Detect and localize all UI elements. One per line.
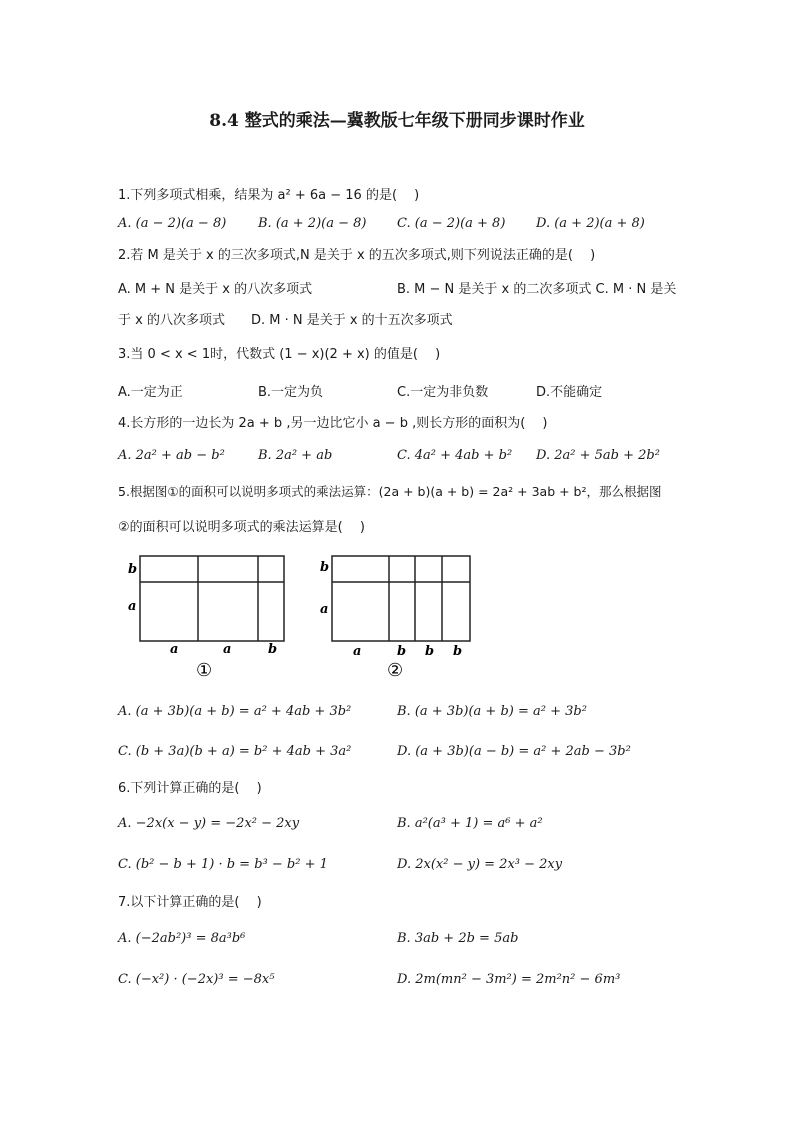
- question-7-option-b: B. 3ab + 2b = 5ab: [397, 931, 519, 946]
- figure-1-outer-rect: [140, 556, 284, 641]
- question-6-stem: 6.下列计算正确的是( ): [118, 781, 262, 796]
- question-4-option-a: A. 2a² + ab − b²: [118, 448, 225, 463]
- question-6-option-b: B. a²(a³ + 1) = a⁶ + a²: [397, 816, 543, 831]
- figure-1-bottom-label-2: a: [223, 642, 232, 657]
- figure-2-side-label-a: a: [320, 602, 329, 617]
- question-6-option-d: D. 2x(x² − y) = 2x³ − 2xy: [397, 857, 563, 872]
- question-4-stem: 4.长方形的一边长为 2a + b ,另一边比它小 a − b ,则长方形的面积为( ): [118, 416, 548, 431]
- figure-2-outer-rect: [332, 556, 470, 641]
- question-2-stem: 2.若 M 是关于 x 的三次多项式,N 是关于 x 的五次多项式,则下列说法正确的是( ): [118, 248, 596, 263]
- figure-1-caption: ①: [196, 660, 213, 681]
- question-2-option-b-c: B. M − N 是关于 x 的二次多项式 C. M · N 是关: [397, 282, 677, 297]
- question-1-stem: 1.下列多项式相乘，结果为 a² + 6a − 16 的是( ): [118, 188, 420, 203]
- page-title: 8.4 整式的乘法—冀教版七年级下册同步课时作业: [209, 111, 585, 131]
- question-4-option-c: C. 4a² + 4ab + b²: [397, 448, 513, 463]
- question-7-option-a: A. (−2ab²)³ = 8a³b⁶: [118, 931, 246, 946]
- figure-1-bottom-label-3: b: [268, 642, 278, 657]
- question-3-option-a: A.一定为正: [118, 385, 183, 400]
- question-6-option-a: A. −2x(x − y) = −2x² − 2xy: [118, 816, 300, 831]
- question-3-option-b: B.一定为负: [258, 385, 324, 400]
- question-7-option-c: C. (−x²) · (−2x)³ = −8x⁵: [118, 972, 275, 987]
- question-5-option-c: C. (b + 3a)(b + a) = b² + 4ab + 3a²: [118, 744, 352, 759]
- question-5-option-d: D. (a + 3b)(a − b) = a² + 2ab − 3b²: [397, 744, 631, 759]
- question-7-option-d: D. 2m(mn² − 3m²) = 2m²n² − 6m³: [397, 972, 621, 987]
- figure-2-bottom-label-3: b: [425, 644, 435, 659]
- question-5-option-b: B. (a + 3b)(a + b) = a² + 3b²: [397, 704, 587, 719]
- question-3-option-c: C.一定为非负数: [397, 385, 489, 400]
- question-4-option-d: D. 2a² + 5ab + 2b²: [536, 448, 660, 463]
- figure-1-bottom-label-1: a: [170, 642, 179, 657]
- figure-2-diagram: [315, 548, 485, 688]
- figure-2-bottom-label-2: b: [397, 644, 407, 659]
- figure-2-side-label-b: b: [320, 560, 330, 575]
- figure-1-side-label-b: b: [128, 562, 138, 577]
- figure-2-bottom-label-4: b: [453, 644, 463, 659]
- question-1-option-a: A. (a − 2)(a − 8): [118, 216, 227, 231]
- question-4-option-b: B. 2a² + ab: [258, 448, 333, 463]
- figure-1-diagram: [118, 548, 298, 688]
- question-5-option-a: A. (a + 3b)(a + b) = a² + 4ab + 3b²: [118, 704, 352, 719]
- figure-1-side-label-a: a: [128, 599, 137, 614]
- question-6-option-c: C. (b² − b + 1) · b = b³ − b² + 1: [118, 857, 328, 872]
- question-1-option-c: C. (a − 2)(a + 8): [397, 216, 506, 231]
- question-1-option-b: B. (a + 2)(a − 8): [258, 216, 367, 231]
- question-2-option-a: A. M + N 是关于 x 的八次多项式: [118, 282, 313, 297]
- figure-2-caption: ②: [387, 660, 404, 681]
- question-5-stem-line-2: ②的面积可以说明多项式的乘法运算是( ): [118, 520, 365, 535]
- question-7-stem: 7.以下计算正确的是( ): [118, 895, 262, 910]
- question-1-option-d: D. (a + 2)(a + 8): [536, 216, 645, 231]
- question-2-option-c-d: 于 x 的八次多项式 D. M · N 是关于 x 的十五次多项式: [118, 313, 453, 328]
- figure-2-bottom-label-1: a: [353, 644, 362, 659]
- question-3-stem: 3.当 0 < x < 1时，代数式 (1 − x)(2 + x) 的值是( ): [118, 347, 441, 362]
- question-5-stem-line-1: 5.根据图①的面积可以说明多项式的乘法运算：(2a + b)(a + b) = 2a² + 3ab + b²，那么根据图: [118, 484, 662, 499]
- question-3-option-d: D.不能确定: [536, 385, 603, 400]
